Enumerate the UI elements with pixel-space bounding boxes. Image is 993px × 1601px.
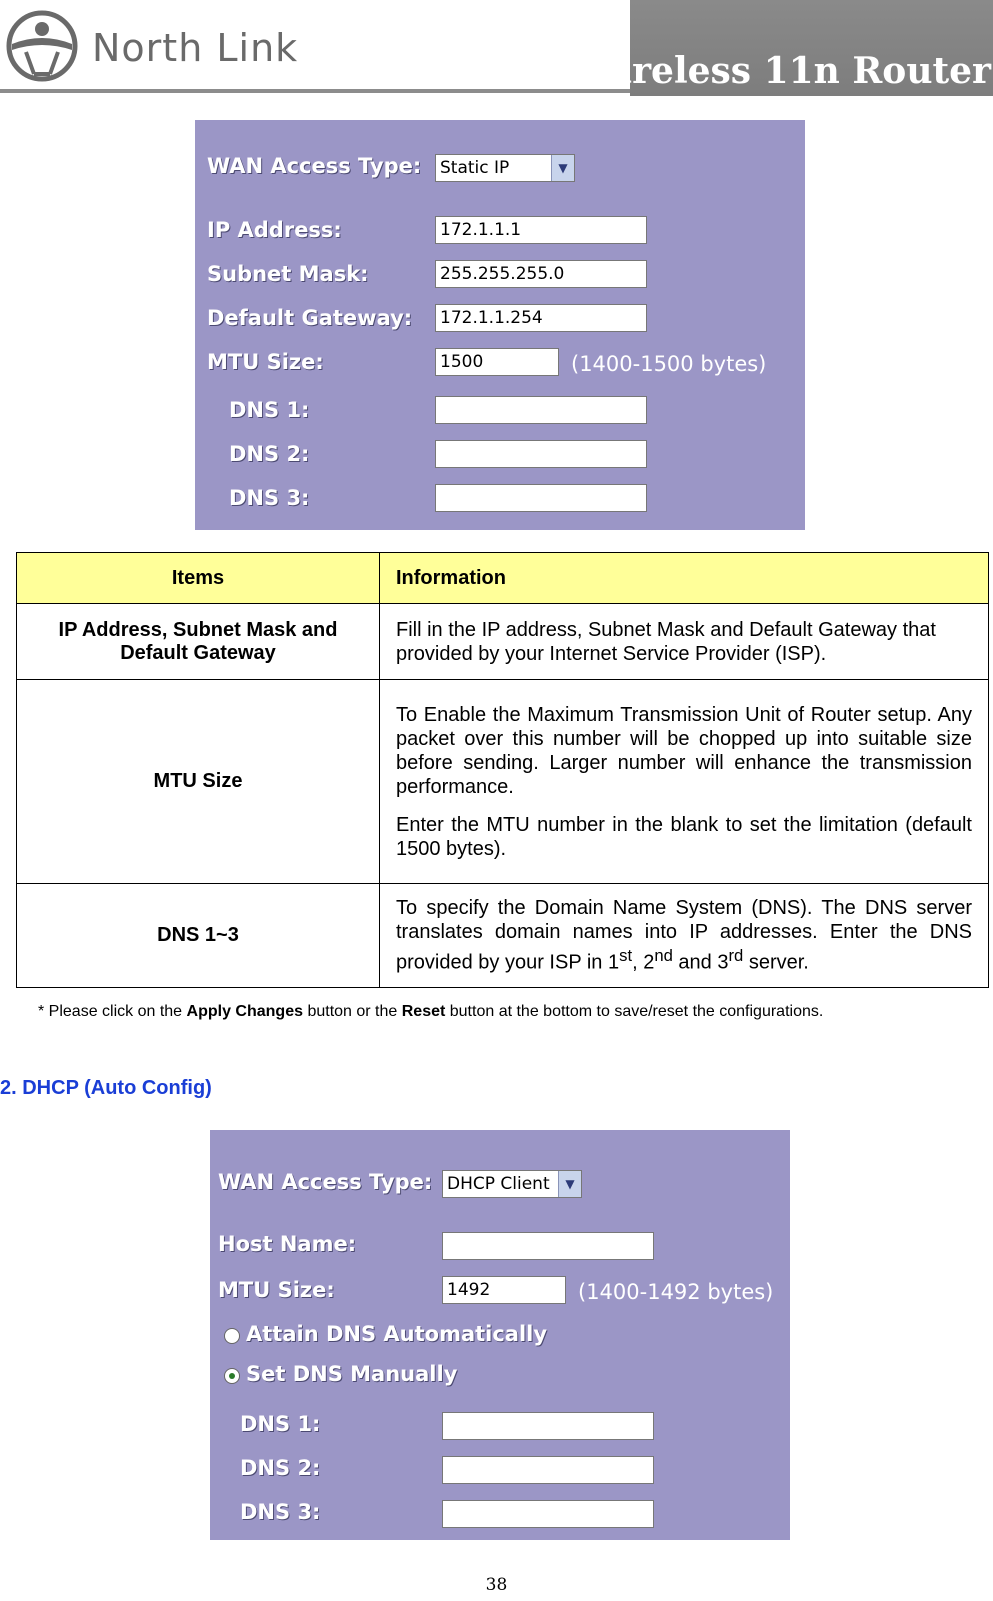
row-info-text: To specify the Domain Name System (DNS). The DNS server translates domain names into IP addresses. Enter the DNS provided by your ISP in 1	[396, 897, 972, 974]
column-header-information: Information	[380, 553, 989, 604]
column-header-items: Items	[17, 553, 380, 604]
row-item: DNS 1~3	[17, 884, 380, 988]
dns2-label: DNS 2:	[240, 1456, 321, 1480]
row-info-paragraph: To Enable the Maximum Transmission Unit of Router setup. Any packet over this number will be chopped up into suitable size before sending. Larger number will enhance the transmission performance.	[396, 703, 972, 798]
dns3-label: DNS 3:	[229, 486, 310, 510]
ordinal-suffix: nd	[654, 946, 673, 966]
ip-address-input[interactable]: 172.1.1.1	[435, 216, 647, 244]
host-name-label: Host Name:	[218, 1232, 357, 1256]
wan-access-type-value: Static IP	[440, 158, 510, 178]
ordinal-suffix: st	[619, 946, 633, 966]
dns3-input[interactable]	[442, 1500, 654, 1528]
subnet-mask-input[interactable]: 255.255.255.0	[435, 260, 647, 288]
dns1-input[interactable]	[442, 1412, 654, 1440]
note-text: * Please click on the	[38, 1003, 187, 1020]
host-name-input[interactable]	[442, 1232, 654, 1260]
table-row	[17, 604, 989, 680]
wan-access-type-select[interactable]	[442, 1170, 582, 1198]
mtu-size-input[interactable]: 1500	[435, 348, 559, 376]
row-info-text: and 3	[672, 951, 729, 974]
dns3-label: DNS 3:	[240, 1500, 321, 1524]
wan-access-type-select[interactable]	[435, 154, 575, 182]
apply-reset-note	[38, 1003, 823, 1021]
row-info	[380, 884, 989, 988]
note-text: button at the bottom to save/reset the configurations.	[445, 1003, 824, 1020]
mtu-range-hint: (1400-1500 bytes)	[571, 352, 767, 376]
wan-access-type-label: WAN Access Type:	[207, 154, 422, 178]
dns1-label: DNS 1:	[240, 1412, 321, 1436]
table-row	[17, 680, 989, 884]
attain-dns-radio[interactable]	[224, 1328, 240, 1344]
row-info	[380, 680, 989, 884]
logo-icon	[4, 4, 84, 84]
page-header	[0, 0, 993, 96]
mtu-size-label: MTU Size:	[207, 350, 324, 374]
dns1-input[interactable]	[435, 396, 647, 424]
dns3-input[interactable]	[435, 484, 647, 512]
table-row	[17, 884, 989, 988]
mtu-size-input[interactable]: 1492	[442, 1276, 566, 1304]
table-header-row	[17, 553, 989, 604]
dns2-input[interactable]	[442, 1456, 654, 1484]
dns2-input[interactable]	[435, 440, 647, 468]
note-reset: Reset	[401, 1003, 446, 1020]
northlink-logo	[4, 4, 304, 84]
title-banner	[578, 0, 993, 96]
row-item: MTU Size	[17, 680, 380, 884]
default-gateway-label: Default Gateway:	[207, 306, 413, 330]
ordinal-suffix: rd	[728, 946, 744, 966]
mtu-size-label: MTU Size:	[218, 1278, 335, 1302]
logo-text: North Link	[92, 26, 299, 70]
set-dns-manually-label: Set DNS Manually	[246, 1362, 458, 1386]
note-apply-changes: Apply Changes	[186, 1003, 303, 1020]
chevron-down-icon[interactable]: ▼	[558, 1171, 581, 1197]
attain-dns-label: Attain DNS Automatically	[246, 1322, 548, 1346]
wan-settings-table	[16, 552, 989, 988]
dns1-label: DNS 1:	[229, 398, 310, 422]
mtu-range-hint: (1400-1492 bytes)	[578, 1280, 774, 1304]
ip-address-label: IP Address:	[207, 218, 342, 242]
page-number: 38	[485, 1575, 508, 1595]
dns2-label: DNS 2:	[229, 442, 310, 466]
default-gateway-input[interactable]: 172.1.1.254	[435, 304, 647, 332]
header-rule	[0, 89, 630, 93]
static-ip-screenshot	[195, 120, 805, 530]
note-text: button or the	[303, 1003, 402, 1020]
wan-access-type-value: DHCP Client	[447, 1174, 550, 1194]
section-heading-dhcp: 2. DHCP (Auto Config)	[0, 1077, 212, 1099]
row-info: Fill in the IP address, Subnet Mask and Default Gateway that provided by your Internet Service Provider (ISP).	[380, 604, 989, 680]
dhcp-screenshot	[210, 1130, 790, 1540]
wan-access-type-label: WAN Access Type:	[218, 1170, 433, 1194]
row-info-paragraph: Enter the MTU number in the blank to set the limitation (default 1500 bytes).	[396, 813, 972, 860]
subnet-mask-label: Subnet Mask:	[207, 262, 369, 286]
row-info-text: server.	[743, 951, 809, 974]
row-info-text: , 2	[632, 951, 655, 974]
row-item: IP Address, Subnet Mask and Default Gateway	[17, 604, 380, 680]
set-dns-manually-radio[interactable]	[224, 1368, 240, 1384]
document-title: Wireless 11n Router	[578, 50, 991, 92]
chevron-down-icon[interactable]: ▼	[551, 155, 574, 181]
